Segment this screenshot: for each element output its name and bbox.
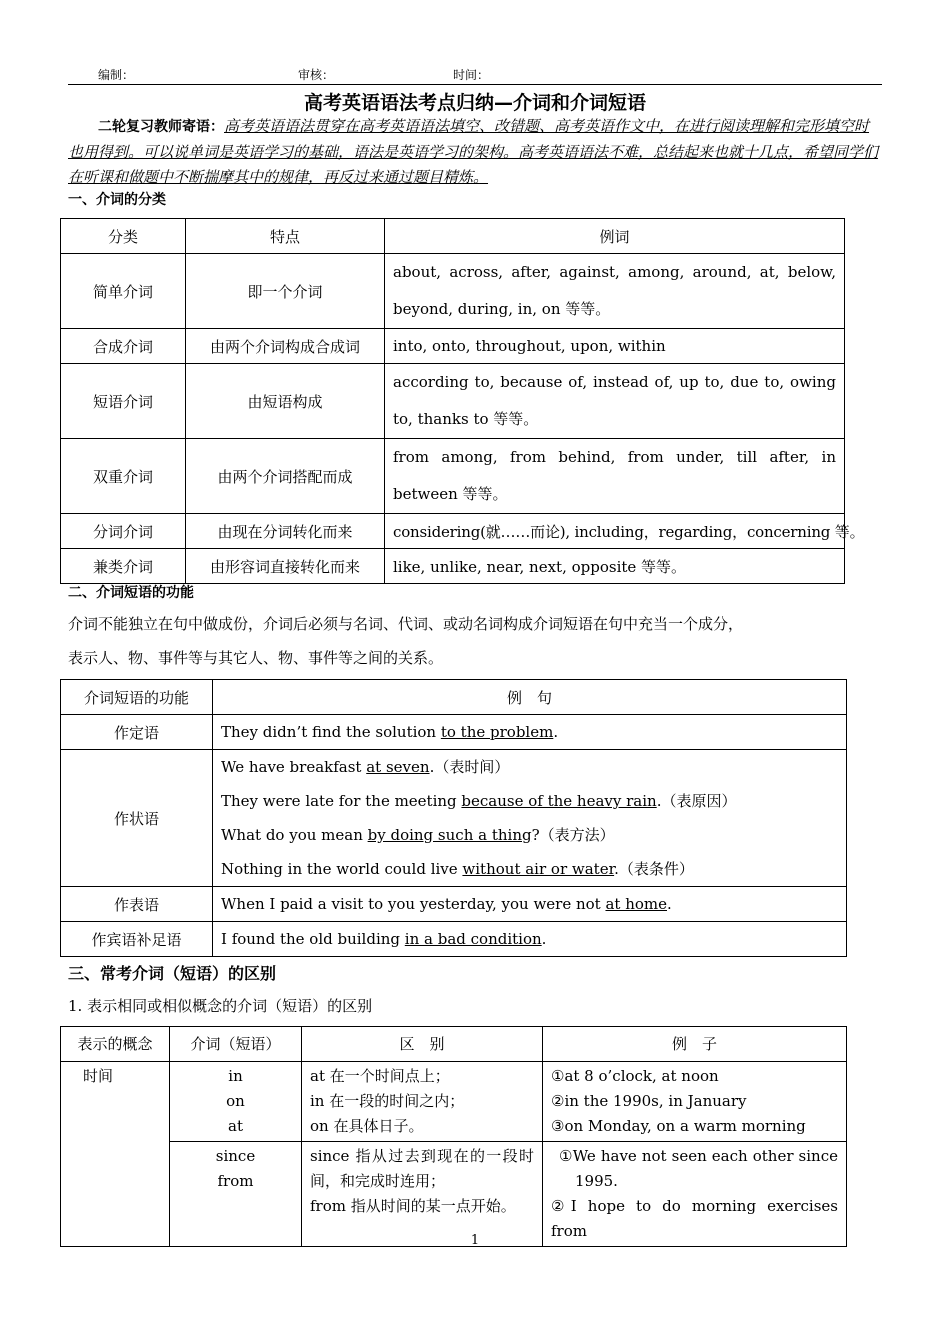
table-header-row	[61, 219, 845, 254]
table-row	[61, 715, 847, 750]
compiler-label: 编制：	[98, 68, 135, 82]
distinction-table	[60, 1026, 847, 1247]
examples-cell: according to, because of, instead of, up to, due to, owing to, thanks to 等等。	[385, 364, 845, 439]
preposition-cell	[170, 1142, 302, 1247]
preposition: on	[226, 1092, 245, 1110]
concept-cell: 时间	[61, 1062, 170, 1247]
example-cell	[543, 1142, 847, 1247]
table-row	[61, 549, 845, 584]
sentence-text: .	[667, 895, 672, 913]
table-row	[61, 364, 845, 439]
header-rule	[68, 84, 882, 85]
example-cell	[543, 1062, 847, 1142]
underlined-phrase: by doing such a thing	[367, 826, 532, 844]
underlined-phrase: without air or water	[462, 860, 615, 878]
function-cell: 作定语	[61, 715, 213, 750]
example-line: ①We have not seen each other since 1995.	[559, 1147, 838, 1190]
table-row	[61, 329, 845, 364]
sentence-text: .（表条件）	[614, 860, 694, 878]
sentence-text: We have breakfast	[221, 758, 367, 776]
sentence-text: .（表时间）	[429, 758, 510, 776]
sentence-cell	[213, 887, 847, 922]
type-cell: 短语介词	[61, 364, 186, 439]
underlined-phrase: in a bad condition	[404, 930, 542, 948]
feature-cell: 由短语构成	[186, 364, 385, 439]
preposition: at	[228, 1117, 243, 1135]
sentence-text: .（表原因）	[656, 792, 737, 810]
table-row	[61, 1142, 847, 1247]
section3-heading: 三、常考介词（短语）的区别	[68, 964, 277, 983]
col-header: 介词短语的功能	[61, 680, 213, 715]
col-header: 区 别	[302, 1027, 543, 1062]
examples-cell: into, onto, throughout, upon, within	[385, 329, 845, 364]
examples-cell: about, across, after, against, among, around, at, below, beyond, during, in, on 等等。	[385, 254, 845, 329]
col-header: 例词	[385, 219, 845, 254]
table-row	[61, 514, 845, 549]
difference-line: since 指从过去到现在的一段时间，和完成时连用；	[310, 1147, 534, 1190]
sentence-text: .	[553, 723, 559, 741]
example-line: ②in the 1990s, in January	[551, 1092, 747, 1110]
preposition: since	[215, 1147, 256, 1165]
difference-line: on 在具体日子。	[310, 1117, 424, 1135]
sentence-text: I found the old building	[221, 930, 405, 948]
feature-cell: 即一个介词	[186, 254, 385, 329]
type-cell: 简单介词	[61, 254, 186, 329]
function-cell: 作表语	[61, 887, 213, 922]
page-title: 高考英语语法考点归纳—介词和介词短语	[303, 92, 646, 114]
table-row	[61, 1062, 847, 1142]
sentence-text: They were late for the meeting	[221, 792, 462, 810]
table-header-row	[61, 680, 847, 715]
type-cell: 合成介词	[61, 329, 186, 364]
underlined-phrase: at home	[605, 895, 667, 913]
example-line: ③on Monday, on a warm morning	[551, 1117, 806, 1135]
message-label: 二轮复习教师寄语：	[98, 119, 224, 135]
function-cell: 作宾语补足语	[61, 922, 213, 957]
difference-line: from 指从时间的某一点开始。	[310, 1197, 516, 1215]
sentence-text: .	[541, 930, 547, 948]
examples-cell: like, unlike, near, next, opposite 等等。	[385, 549, 845, 584]
underlined-phrase: to the problem	[440, 723, 554, 741]
sentence-cell	[213, 750, 847, 887]
table-row	[61, 254, 845, 329]
feature-cell: 由现在分词转化而来	[186, 514, 385, 549]
reviewer-label: 审核：	[298, 68, 335, 82]
sentence-text: Nothing in the world could live	[221, 860, 463, 878]
col-header: 分类	[61, 219, 186, 254]
description-line: 表示人、物、事件等与其它人、物、事件等之间的关系。	[68, 649, 444, 667]
function-table	[60, 679, 847, 957]
teacher-message	[68, 114, 882, 190]
examples-cell: considering(就……而论), including，regarding，concerning 等。	[385, 514, 845, 549]
table-row	[61, 922, 847, 957]
page-number: 1	[470, 1233, 480, 1248]
preposition: from	[217, 1172, 254, 1190]
section1-heading: 一、介词的分类	[68, 192, 166, 208]
difference-line: at 在一个时间点上；	[310, 1067, 450, 1085]
sentence-cell	[213, 922, 847, 957]
col-header: 介词（短语）	[170, 1027, 302, 1062]
col-header: 例 句	[213, 680, 847, 715]
section3-subheading: 1. 表示相同或相似概念的介词（短语）的区别	[68, 997, 373, 1015]
examples-cell: from among, from behind, from under, till after, in between 等等。	[385, 439, 845, 514]
section2-description	[68, 607, 882, 675]
section2-heading: 二、介词短语的功能	[68, 585, 194, 601]
underlined-phrase: because of the heavy rain	[461, 792, 657, 810]
sentence-text: When I paid a visit to you yesterday, you were not	[221, 895, 606, 913]
preposition: in	[228, 1067, 243, 1085]
col-header: 例 子	[543, 1027, 847, 1062]
underlined-phrase: at seven	[366, 758, 430, 776]
col-header: 表示的概念	[61, 1027, 170, 1062]
col-header: 特点	[186, 219, 385, 254]
feature-cell: 由两个介词构成合成词	[186, 329, 385, 364]
type-cell: 双重介词	[61, 439, 186, 514]
table-row	[61, 750, 847, 887]
table-row	[61, 887, 847, 922]
example-sentence	[221, 852, 838, 886]
feature-cell: 由两个介词搭配而成	[186, 439, 385, 514]
sentence-text: They didn’t find the solution	[221, 723, 441, 741]
sentence-text: What do you mean	[221, 826, 368, 844]
sentence-text: ?（表方法）	[531, 826, 615, 844]
difference-cell	[302, 1062, 543, 1142]
time-label: 时间：	[453, 68, 490, 82]
sentence-cell	[213, 715, 847, 750]
preposition-cell	[170, 1062, 302, 1142]
feature-cell: 由形容词直接转化而来	[186, 549, 385, 584]
type-cell: 分词介词	[61, 514, 186, 549]
difference-cell	[302, 1142, 543, 1247]
example-sentence	[221, 784, 838, 818]
example-line: ①at 8 o’clock, at noon	[551, 1067, 719, 1085]
table-row	[61, 439, 845, 514]
description-line: 介词不能独立在句中做成份，介词后必须与名词、代词、或动名词构成介词短语在句中充当一个成分，	[68, 615, 744, 633]
example-line: ②I hope to do morning exercises from	[551, 1197, 838, 1240]
classification-table	[60, 218, 865, 584]
example-sentence	[221, 818, 838, 852]
message-text: 高考英语语法贯穿在高考英语语法填空、改错题、高考英语作文中，在进行阅读理解和完形填空时也用得到。可以说单词是英语学习的基础，语法是英语学习的架构。高考英语语法不难，总结起来也就十几点，希望同学们在听课和做题中不断揣摩其中的规律，再反过来通过题目精炼。	[68, 117, 879, 186]
difference-line: in 在一段的时间之内；	[310, 1092, 465, 1110]
type-cell: 兼类介词	[61, 549, 186, 584]
table-header-row	[61, 1027, 847, 1062]
function-cell: 作状语	[61, 750, 213, 887]
example-sentence	[221, 750, 838, 784]
